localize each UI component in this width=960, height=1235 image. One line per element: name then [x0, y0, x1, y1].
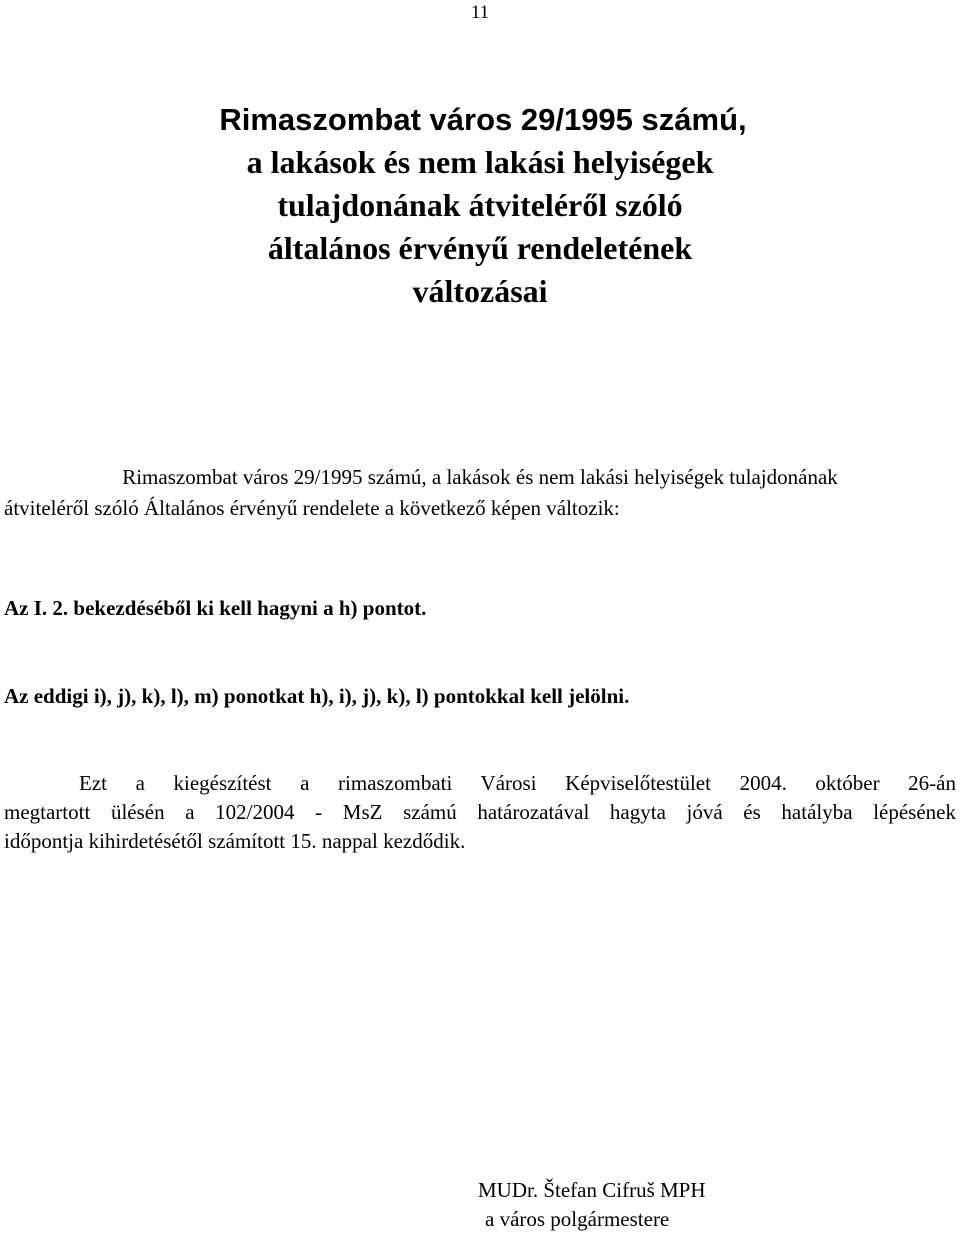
- signatory-role: a város polgármestere: [485, 1207, 670, 1231]
- title-line-1: Rimaszombat város 29/1995 számú,: [219, 102, 747, 137]
- approval-line-3: időpontja kihirdetésétől számított 15. nappal kezdődik.: [4, 829, 466, 853]
- title-line-4: általános érvényű rendeletének: [267, 230, 693, 266]
- intro-line-1: Rimaszombat város 29/1995 számú, a lakások és nem lakási helyiségek tulajdonának: [122, 465, 838, 489]
- document-title: [0, 98, 960, 313]
- title-line-3: tulajdonának átviteléről szóló: [277, 187, 683, 223]
- page-number: 11: [470, 2, 490, 23]
- approval-paragraph: [4, 769, 956, 856]
- approval-line-1: Ezt a kiegészítést a rimaszombati Városi Képviselőtestület 2004. október 26-án: [79, 771, 956, 795]
- title-line-5: változásai: [412, 273, 548, 309]
- amendment-omit-point: Az I. 2. bekezdéséből ki kell hagyni a h) pontot.: [4, 596, 427, 620]
- approval-line-2: megtartott ülésén a 102/2004 - MsZ számú határozatával hagyta jóvá és hatályba lépésének: [4, 800, 956, 824]
- amendment-renumber-points: Az eddigi i), j), k), l), m) ponotkat h), i), j), k), l) pontokkal kell jelölni.: [4, 684, 630, 708]
- intro-line-2: átviteléről szóló Általános érvényű rendelete a következő képen változik:: [4, 496, 620, 520]
- signature-block: [478, 1176, 706, 1234]
- signatory-name: MUDr. Štefan Cifruš MPH: [478, 1178, 706, 1202]
- title-line-2: a lakások és nem lakási helyiségek: [246, 144, 714, 180]
- intro-paragraph: [4, 462, 956, 524]
